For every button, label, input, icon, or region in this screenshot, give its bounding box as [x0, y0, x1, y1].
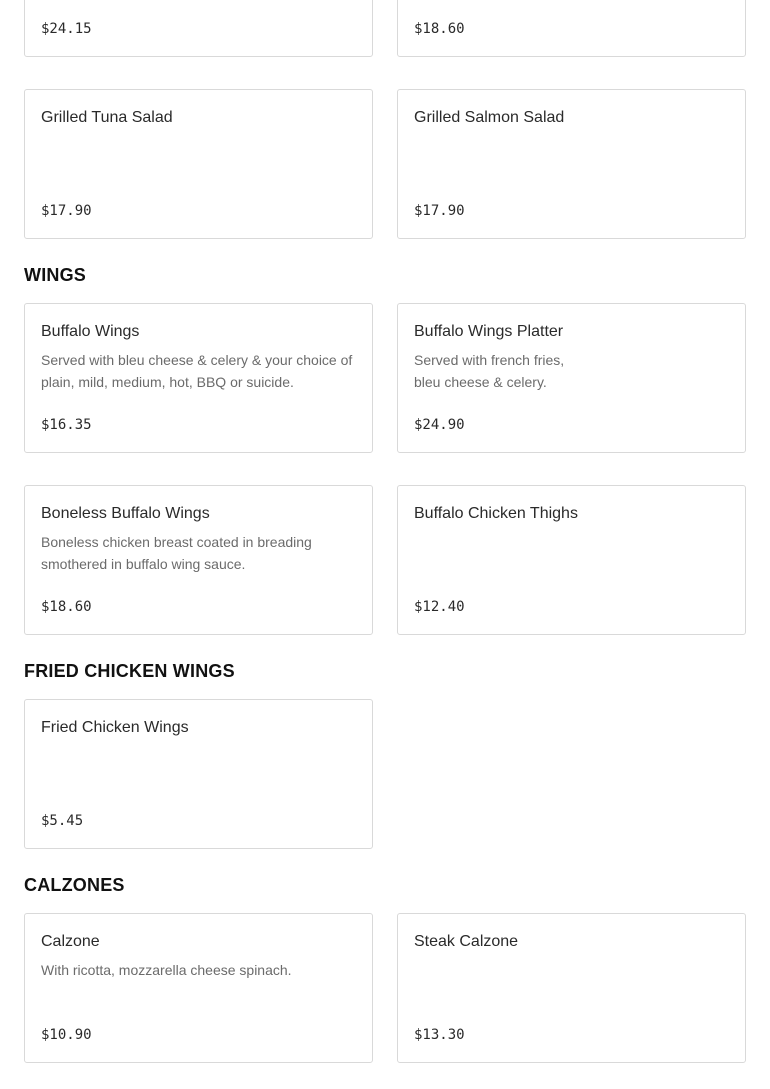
item-name: Steak Calzone	[414, 933, 519, 950]
item-price: $5.45	[41, 813, 84, 829]
menu-item-card[interactable]	[397, 913, 746, 1063]
menu-item-card[interactable]	[24, 0, 373, 57]
section-title-calzones: CALZONES	[24, 875, 125, 895]
item-name: Grilled Tuna Salad	[41, 109, 173, 126]
item-name: Boneless Buffalo Wings	[41, 505, 210, 522]
item-description: Boneless chicken breast coated in breading smothered in buffalo wing sauce.	[41, 534, 312, 572]
menu-item-card[interactable]	[397, 0, 746, 57]
item-description: Served with french fries, bleu cheese & celery.	[414, 352, 565, 390]
menu-item-card[interactable]	[397, 303, 746, 453]
menu-item-card[interactable]	[24, 699, 373, 849]
item-name: Buffalo Wings	[41, 323, 140, 340]
item-price: $24.15	[41, 21, 92, 37]
item-price: $24.90	[414, 417, 465, 433]
item-price: $18.60	[41, 599, 92, 615]
item-price: $18.60	[414, 21, 465, 37]
item-name: Grilled Salmon Salad	[414, 109, 565, 126]
section-title-wings: WINGS	[24, 265, 86, 285]
menu-item-card[interactable]	[397, 485, 746, 635]
item-price: $12.40	[414, 599, 465, 615]
menu-item-card[interactable]	[397, 89, 746, 239]
item-price: $10.90	[41, 1027, 92, 1043]
item-name: Buffalo Wings Platter	[414, 323, 564, 340]
item-name: Fried Chicken Wings	[41, 719, 189, 736]
item-name: Buffalo Chicken Thighs	[414, 505, 578, 522]
item-description: Served with bleu cheese & celery & your choice of plain, mild, medium, hot, BBQ or suicide.	[41, 352, 353, 390]
menu-item-card[interactable]	[24, 485, 373, 635]
item-name: Calzone	[41, 933, 100, 950]
item-price: $17.90	[41, 203, 92, 219]
item-price: $13.30	[414, 1027, 465, 1043]
item-price: $16.35	[41, 417, 92, 433]
section-title-fried-chicken-wings: FRIED CHICKEN WINGS	[24, 661, 235, 681]
menu-item-card[interactable]	[24, 303, 373, 453]
item-description: With ricotta, mozzarella cheese spinach.	[41, 962, 292, 978]
menu-item-card[interactable]	[24, 913, 373, 1063]
item-price: $17.90	[414, 203, 465, 219]
menu-item-card[interactable]	[24, 89, 373, 239]
